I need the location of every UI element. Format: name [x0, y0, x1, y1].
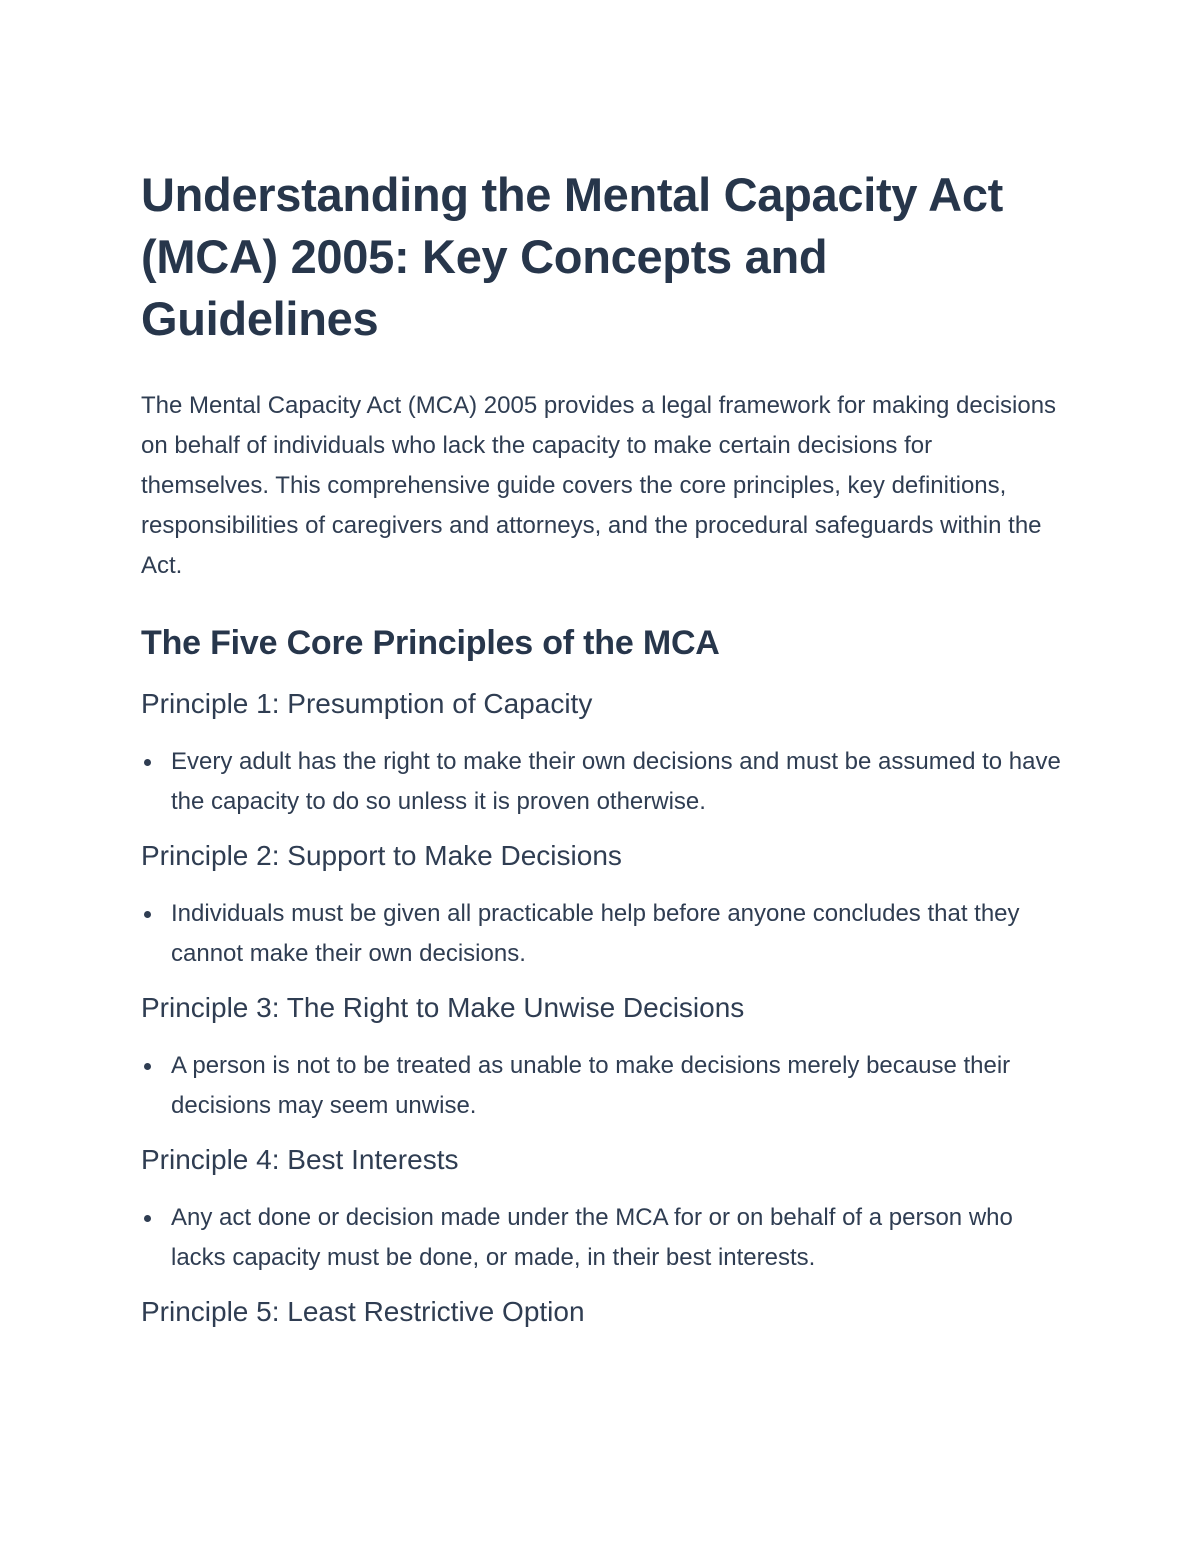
list-item — [141, 894, 1066, 974]
section-heading: The Five Core Principles of the MCA — [141, 624, 720, 662]
intro-paragraph: The Mental Capacity Act (MCA) 2005 provides a legal framework for making decisions on behalf of individuals who lack the capacity to make certain decisions for themselves. This comprehensive guide covers the core principles, key definitions, responsibilities of caregivers and attorneys, and the procedural safeguards within the Act. — [141, 392, 1057, 579]
principle-heading: Principle 2: Support to Make Decisions — [141, 840, 622, 871]
document-title: Understanding the Mental Capacity Act (MCA) 2005: Key Concepts and Guidelines — [141, 168, 1004, 345]
bullet-icon — [144, 1215, 151, 1222]
principle-heading: Principle 4: Best Interests — [141, 1144, 459, 1175]
list-item — [141, 1198, 1066, 1278]
bullet-icon — [144, 911, 151, 918]
principle-3 — [141, 988, 1066, 1126]
document-page — [141, 164, 1066, 1332]
bullet-list — [141, 1198, 1066, 1278]
bullet-icon — [144, 1063, 151, 1070]
principle-heading: Principle 5: Least Restrictive Option — [141, 1296, 585, 1327]
bullet-text: A person is not to be treated as unable to make decisions merely because their decisions may seem unwise. — [171, 1052, 1011, 1119]
bullet-text: Every adult has the right to make their own decisions and must be assumed to have the capacity to do so unless it is proven otherwise. — [171, 748, 1061, 815]
bullet-list — [141, 894, 1066, 974]
principle-1 — [141, 684, 1066, 822]
principle-5 — [141, 1292, 1066, 1332]
bullet-text: Individuals must be given all practicable help before anyone concludes that they cannot make their own decisions. — [171, 900, 1020, 967]
bullet-icon — [144, 759, 151, 766]
principle-2 — [141, 836, 1066, 974]
principle-4 — [141, 1140, 1066, 1278]
principle-heading: Principle 1: Presumption of Capacity — [141, 688, 593, 719]
principle-heading: Principle 3: The Right to Make Unwise Decisions — [141, 992, 745, 1023]
list-item — [141, 1046, 1066, 1126]
bullet-list — [141, 1046, 1066, 1126]
bullet-list — [141, 742, 1066, 822]
bullet-text: Any act done or decision made under the MCA for or on behalf of a person who lacks capacity must be done, or made, in their best interests. — [171, 1204, 1013, 1271]
list-item — [141, 742, 1066, 822]
